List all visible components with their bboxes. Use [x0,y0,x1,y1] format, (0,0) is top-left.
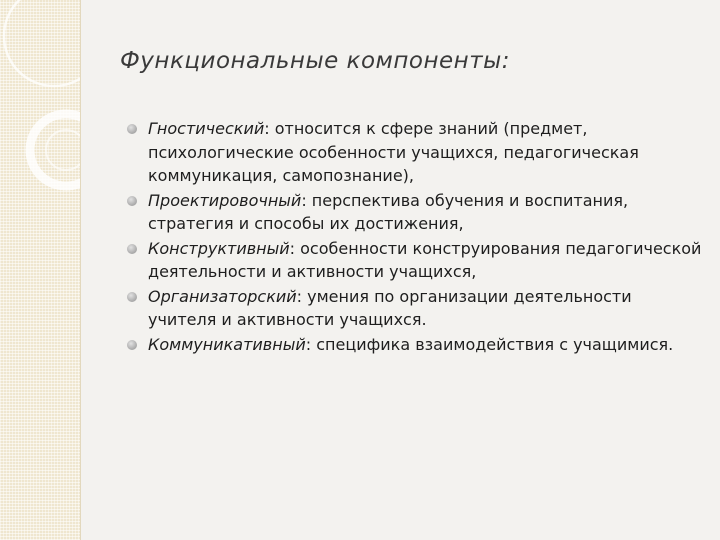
bullet-text: : умения по организации деятельности учителя и активности учащихся. [148,286,632,329]
slide-title: Функциональные компоненты: [120,48,511,74]
bullet-list [127,117,702,357]
bullet-term: Коммуникативный [148,334,306,354]
bullet-icon [127,124,137,134]
bullet-term: Конструктивный [148,238,290,258]
bullet-icon [127,244,137,254]
bullet-term: Гностический [148,119,265,138]
list-item-constructive [127,237,702,284]
bullet-text: : относится к сфере знаний (предмет, психологические особенности учащихся, педагогическая коммуникация, самопознание), [148,119,639,185]
decorative-circles-icon [0,0,80,260]
bullet-icon [127,340,137,350]
list-item-gnostic [127,117,702,188]
bullet-text: : перспектива обучения и воспитания, стратегия и способы их достижения, [148,190,629,233]
list-item-communicative [127,333,702,357]
list-item-design [127,189,702,236]
bullet-icon [127,196,137,206]
bullet-text: : специфика взаимодействия с учащимися. [305,334,674,354]
list-item-organizational [127,285,702,332]
bullet-term: Организаторский [148,286,297,306]
decorative-side-strip [0,0,81,540]
bullet-term: Проектировочный [148,190,302,210]
bullet-icon [127,292,137,302]
bullet-text: : особенности конструирования педагогической деятельности и активности учащихся, [148,238,702,281]
